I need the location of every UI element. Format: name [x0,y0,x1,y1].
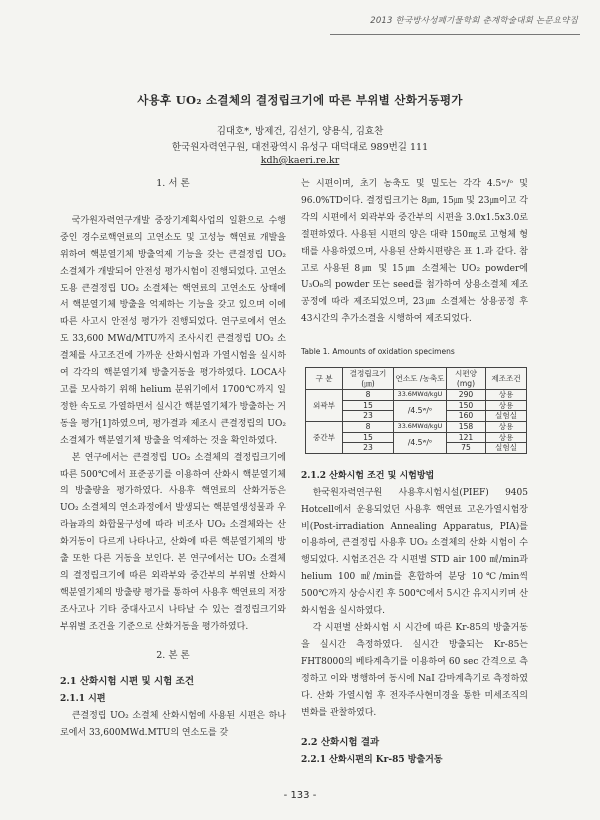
table-cell-grain: 8 [343,422,394,433]
table-cell-burnup: 33.6MWd/kgU [394,390,447,401]
table-cell-enrichment: /4.5ʷ/ᵒ [394,400,447,421]
subsection-heading-2-1-1: 2.1.1 시편 [60,694,106,705]
table-cell-grain: 15 [343,432,394,443]
page-number: - 133 - [283,790,317,801]
specimen-table [305,367,527,454]
table-header-cell: 연소도 /농축도 [394,368,447,390]
specimen-paragraph-continued: 는 시편이며, 초기 농축도 및 밀도는 각각 4.5ʷ/ᵒ 및 96.0%TD이다. 결정립크기는 8㎛, 15㎛ 및 23㎛이고 각각의 시편에서 외곽부와 중간부의 시편을 3.0x1.5x3.0로 절편하였다. 사용된 시편의 양은 대략 150㎎로 고형체 형태를 사용하였으며, 사용된 산화시편량은 표 1.과 같다. 참고로 사용된 8㎛ 및 15㎛ 소결체는 UO₂ powder에 U₃O₈의 powder 또는 seed를 첨가하여 상용소결체 제조공정에 따라 제조되었으며, 23㎛ 소결체는 상용공정 후 43시간의 추가소결을 시행하여 제조되었다. [301,179,528,325]
table-cell-amount: 75 [447,443,486,454]
table-row [306,390,527,401]
header-rule [330,34,580,35]
table-caption: Table 1. Amounts of oxidation specimens [301,347,455,357]
table-cell-grain: 23 [343,443,394,454]
running-header: 2013 한국방사성폐기물학회 춘계학술대회 논문요약집 [370,16,578,26]
table-cell-condition: 실험실 [486,443,527,454]
section-heading-body: 2. 본 론 [156,649,190,661]
table-header-row [306,368,527,390]
table-group-label: 외곽부 [306,390,343,422]
email-link[interactable]: kdh@kaeri.re.kr [260,155,340,166]
table-cell-burnup: 33.6MWd/kgU [394,422,447,433]
table-cell-condition: 상용 [486,390,527,401]
intro-paragraph-2: 본 연구에서는 큰결정립 UO₂ 소결체의 결정립크기에 따른 500℃에서 표준공기를 이용하여 산화시 핵분열기체의 방출량을 평가하였다. 사용후 핵연료의 산화거동은 UO₂ 소결체의 연소과정에서 발생되는 핵분열생성물과 우라늄과의 화합물구성에 따라 비조사 UO₂ 소결체와는 산화거동이 다르게 나타나고, 산화에 따른 핵분열기체의 방출 또한 다른 거동을 보인다. 본 연구에서는 UO₂ 소결체의 결정립크기에 따른 외곽부와 중간부의 부위별 산화시 핵분열기체의 방출량 평가를 통하여 사용후 핵연료의 저장조사고나 기타 중대사고시 나타날 수 있는 결정립크기와 부위별 조건을 기준으로 산화거동을 평가하였다. [60,452,286,632]
table-cell-amount: 150 [447,400,486,411]
subsection-heading-2-2: 2.2 산화시험 결과 [301,737,380,749]
method-paragraph-1: 한국원자력연구원 사용후시험시설(PIEF) 9405 Hotcell에서 운용되었던 사용후 핵연료 고온가열시험장비(Post-irradiation Annealing Apparatus, PIA)를 이용하여, 큰결정립 사용후 UO₂ 소결체의 산화 시험이 수행되었다. 시험조건은 각 시편별 STD air 100 ㎖/min과 helium 100 ㎖/min를 혼합하여 분당 10℃/min씩 500℃까지 상승시킨 후 500℃에서 5시간 유지시키며 산화시험을 실시하였다. [301,487,528,617]
table-cell-grain: 23 [343,411,394,422]
subsection-heading-2-2-1: 2.2.1 산화시편의 Kr-85 방출거동 [301,755,443,766]
affiliation: 한국원자력연구원, 대전광역시 유성구 대덕대로 989번길 111 [171,142,429,153]
paper-title: 사용후 UO₂ 소결체의 결정립크기에 따른 부위별 산화거동평가 [137,93,463,107]
left-column [60,176,286,742]
method-paragraph-2: 각 시편별 산화시험 시 시간에 따른 Kr-85의 방출거동을 실시간 측정하였다. 실시간 방출되는 Kr-85는 FHT8000의 베타계측기를 이용하여 60 sec 간격으로 측정하고 이와 병행하여 동시에 NaI 감마계측기로 측정하였다. 산화 가열시험 후 전자주사현미경을 통한 미세조직의 변화를 관찰하였다. [301,622,528,718]
table-cell-condition: 상용 [486,422,527,433]
table-cell-enrichment: /4.5ʷ/ᵒ [394,432,447,453]
table-header-cell: 제조조건 [486,368,527,390]
table-cell-condition: 상용 [486,432,527,443]
table-cell-grain: 15 [343,400,394,411]
table-cell-condition: 상용 [486,400,527,411]
table-header-cell: 구 분 [306,368,343,390]
subsection-heading-2-1: 2.1 산화시험 시편 및 시험 조건 [60,676,195,688]
right-column [301,176,528,769]
intro-paragraph-1: 국가원자력연구개발 중장기계획사업의 일환으로 수행중인 경수로핵연료의 고연소도 및 고성능 핵연료 개발을 위하여 핵분열기체 방출억제 기능을 갖는 큰결정립 UO₂ 소결체가 개발되어 안전성 평가시험이 진행되었다. 고연소도용 큰결정립 UO₂ 소결체는 핵연료의 고연소도 상태에서 핵분열기체 방출을 억제하는 기능을 갖고 있으며 이에 따른 사고시 안전성 평가가 진행되었다. 연구로에서 연소도 33,600 MWd/MTU까지 조사시킨 큰결정립 UO₂ 소결체를 사고조건에 가까운 산화시험과 가열시험을 실시하여 각각의 핵분열기체 방출거동을 평가하였다. LOCA사고를 모사하기 위해 helium 분위기에서 1700℃까지 일정한 속도로 가열하면서 실시간 핵분열기체가 방출하는 거동을 평가[1]하였으며, 평가결과 제조시 큰결정립의 UO₂ 소결체가 핵분열기체 방출을 억제하는 것을 확인하였다. [60,215,286,446]
table-header-cell: 결정립크기 (㎛) [343,368,394,390]
table-cell-amount: 158 [447,422,486,433]
table-header-cell: 시편양 (mg) [447,368,486,390]
table-cell-condition: 실험실 [486,411,527,422]
table-cell-amount: 290 [447,390,486,401]
table-group-label: 중간부 [306,422,343,454]
table-cell-grain: 8 [343,390,394,401]
specimen-paragraph: 큰결정립 UO₂ 소결체 산화시험에 사용된 시편은 하나로에서 33,600MWd.MTU의 연소도를 갖 [60,711,286,739]
subsection-heading-2-1-2: 2.1.2 산화시험 조건 및 시험방법 [301,470,435,481]
table-cell-amount: 160 [447,411,486,422]
authors: 김대호*, 방제건, 김선기, 양용식, 김효찬 [216,126,384,137]
table-row [306,422,527,433]
table-cell-amount: 121 [447,432,486,443]
section-heading-introduction: 1. 서 론 [156,178,190,189]
